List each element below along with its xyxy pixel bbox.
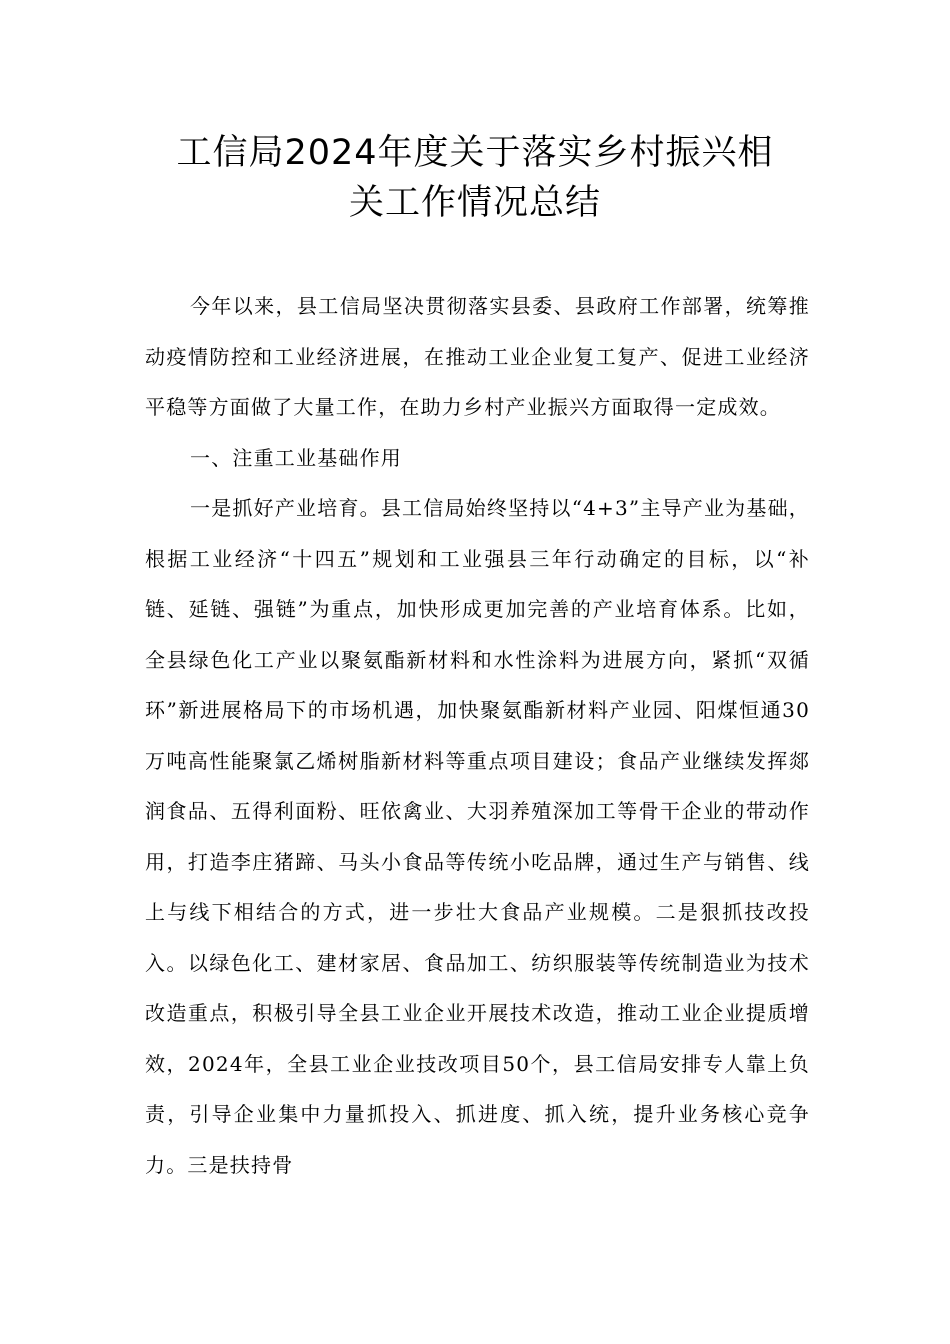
title-line-2: 关工作情况总结 [348, 183, 601, 223]
body-paragraph: 一是抓好产业培育。县工信局始终坚持以“4+3”主导产业为基础，根据工业经济“十四五”规划和工业强县三年行动确定的目标，以“补链、延链、强链”为重点，加快形成更加完善的产业培育体系。比如，全县绿色化工产业以聚氨酯新材料和水性涂料为进展方向，紧抓“双循环”新进展格局下的市场机遇，加快聚氨酯新材料产业园、阳煤恒通30万吨高性能聚氯乙烯树脂新材料等重点项目建设；食品产业继续发挥郯润食品、五得利面粉、旺依禽业、大羽养殖深加工等骨干企业的带动作用，打造李庄猪蹄、马头小食品等传统小吃品牌，通过生产与销售、线上与线下相结合的方式，进一步壮大食品产业规模。二是狠抓技改投入。以绿色化工、建材家居、食品加工、纺织服装等传统制造业为技术改造重点，积极引导全县工业企业开展技术改造，推动工业企业提质增效，2024年，全县工业企业技改项目50个，县工信局安排专人靠上负责，引导企业集中力量抓投入、抓进度、抓入统，提升业务核心竞争力。三是扶持骨 [145, 496, 810, 1177]
document-title [140, 128, 810, 228]
intro-paragraph: 今年以来，县工信局坚决贯彻落实县委、县政府工作部署，统筹推动疫情防控和工业经济进展，在推动工业企业复工复产、促进工业经济平稳等方面做了大量工作，在助力乡村产业振兴方面取得一定成效。 [145, 294, 810, 419]
title-line-1: 工信局2024年度关于落实乡村振兴相 [176, 133, 774, 173]
section-heading: 一、注重工业基础作用 [190, 445, 402, 470]
document-body [145, 281, 810, 1190]
